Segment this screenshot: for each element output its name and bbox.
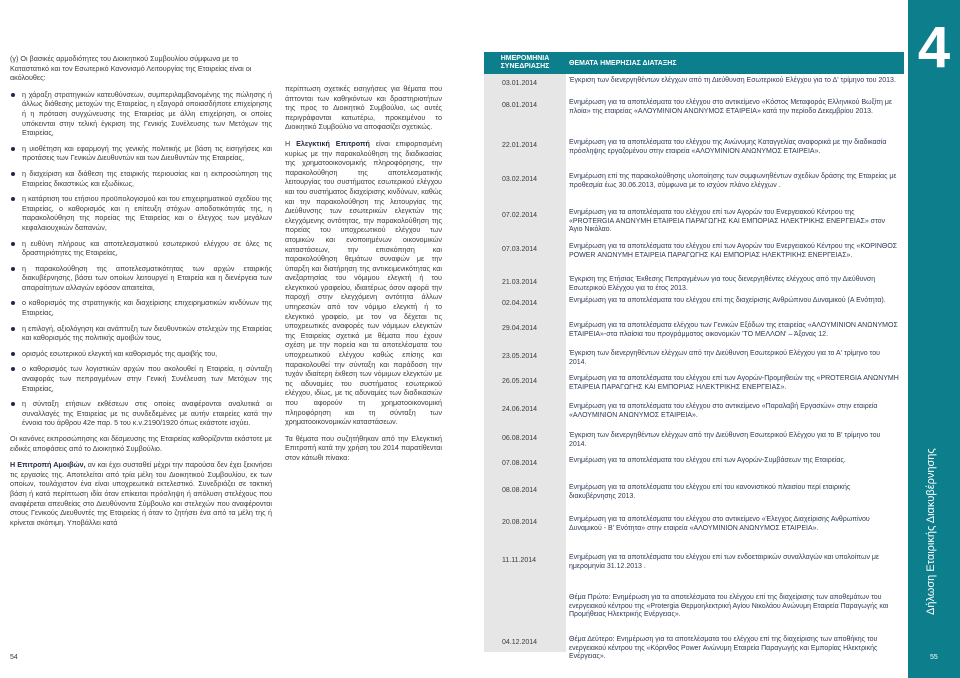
remuneration-committee-text: αν και έχει συσταθεί μέχρι την παρούσα δεν έχει ξεκινήσει τις εργασίες της. Αποτελείται από τρία μέλη του Διοικητικού Συμβουλίου, εκ των οποίων, τουλάχιστον ένα είναι υποχρεωτικά εκτελεστικό. Συνεδριάζει σε τακτική βάση ή κατά περίπτωση ιδία όταν επίκειται πρόσληψη ή απόλυση στελέχους που αναφέρεται απευθείας στο Διευθύνοντα Σύμβουλο και στελεχών που αναφέρονται στους Γενικούς Διευθυντές της Εταιρείας ή όταν το ζητήσει ένα από τα μέλη της ή κρίνεται σκόπιμη. Υποβάλλει κατά (10, 460, 272, 527)
audit-committee-title: Ελεγκτική Επιτροπή (296, 138, 370, 148)
meeting-date: 03.01.2014 (502, 80, 538, 87)
meeting-date: 07.02.2014 (502, 212, 538, 219)
meeting-topic: Ενημέρωση επί της παρακολούθησης υλοποίησης των συμφωνηθέντων σχεδίων δράσης της Εταιρείας με προθεσμία έως 30.06.2013, σύμφωνα με το ισχύον πλάνο ελέγχων . (569, 173, 897, 189)
meeting-topic: Ενημέρωση για τα αποτελέσματα του ελέγχου επί των Αγορών-Συμβάσεων της Εταιρείας. (569, 457, 846, 464)
meeting-topic: Ενημέρωση για τα αποτελέσματα ελέγχου των Γενικών Εξόδων της εταιρείας «ΑΛΟΥΜΙΝΙΟΝ ΑΝΩΝΥΜΟΣ ΕΤΑΙΡΕΙΑ»-στα πλαίσια του προγράμματος οικονομιών 'ΤΟ ΜΕΛΛΟΝ' – Άξονας 12. (569, 322, 898, 338)
meeting-topic: Έγκριση των διενεργηθέντων ελέγχων από την Διεύθυνση Εσωτερικού Ελέγχου για το Α' τρίμηνο του 2014. (569, 350, 880, 366)
audit-committee-text: είναι επιφορτισμένη κυρίως με την παρακολούθηση της διαδικασίας της χρηματοοικονομικής πληροφόρησης, την παρακολούθηση της αποτελεσματικής λειτουργίας του συστήματος εσωτερικού ελέγχου και του συστήματος διαχείρισης κινδύνων, καθώς και την παρακολούθηση της λειτουργίας της Διεύθυνσης των εσωτερικών ελεγκτών της ελεγχόμενης οντότητας, την παρακολούθηση της πορείας του υποχρεωτικού ελέγχου των ατομικών και ενοποιημένων οικονομικών καταστάσεων, την επισκόπηση και παρακολούθηση θεμάτων συναφών με την ύπαρξη και διατήρηση της αντικειμενικότητας και ανεξαρτησίας του νόμιμου ελεγκτή ή του ελεγκτικού γραφείου, ιδιαιτέρως όσον αφορά την παροχή στην ελεγχόμενη οντότητα άλλων υπηρεσιών από τον νόμιμο ελεγκτή ή το ελεγκτικό γραφείο, με τον να δέχεται τις υποχρεωτικές αναφορές των νόμιμων ελεγκτών της Εταιρείας σχετικά με θέματα που έχουν σχέση με την πορεία και τα αποτελέσματα του υποχρεωτικού ελέγχου καθώς επίσης και παρακολουθεί την σύνταξη και παράδοση την τυχόν ιδιαίτερη έκθεση των νόμιμων ελεγκτών με τις αδυναμίες του συστήματος εσωτερικού ελέγχου, ιδίως, με τις αδυναμίες των διαδικασιών που αφορούν τη χρηματοοικονομική πληροφόρηση και τη σύνταξη των χρηματοοικονομικών καταστάσεων. (285, 138, 443, 427)
meeting-topic: Ενημέρωση για τα αποτελέσματα του ελέγχου στο αντικείμενο «Έλεγχος Διαχείρισης Ανθρωπίνου Δυναμικού - Β' Ενότητα» στην εταιρεία «ΑΛΟΥΜΙΝΙΟΝ ΑΝΩΝΥΜΟΣ ΕΤΑΙΡΕΙΑ». (569, 516, 870, 532)
middle-column (285, 84, 442, 470)
list-item: ορισμός εσωτερικού ελεγκτή και καθορισμός της αμοιβής του, (10, 349, 272, 359)
list-item: η διαχείριση και διάθεση της εταιρικής περιουσίας και η εκπροσώπηση της Εταιρείας δικαστικώς και εξωδίκως, (10, 169, 272, 188)
meeting-topic: Ενημέρωση για τα αποτελέσματα του ελέγχου επί της διαχείρισης Ανθρώπινου Δυναμικού (Α Ενότητα). (569, 297, 886, 304)
left-column (10, 54, 272, 534)
meeting-date: 21.03.2014 (502, 279, 538, 286)
meeting-topic: Ενημέρωση για τα αποτελέσματα του ελέγχου στο αντικείμενο «Παραλαβή Εργασιών» στην εταιρεία «ΑΛΟΥΜΙΝΙΟΝ ΑΝΩΝΥΜΟΣ ΕΤΑΙΡΕΙΑ». (569, 403, 878, 419)
middle-paragraph-1: περίπτωση σχετικές εισηγήσεις για θέματα που άπτονται των καθηκόντων και δραστηριοτήτων της προς το Διοικητικό Συμβούλιο, ως αυτές περιγράφονται κατωτέρω, προκειμένου το Διοικητικό Συμβούλιο να αποφασίζει σχετικώς. (285, 84, 442, 132)
list-item: η υιοθέτηση και εφαρμογή της γενικής πολιτικής με βάση τις εισηγήσεις και προτάσεις των Γενικών Διευθυντών και των Διευθυντών της Εταιρείας, (10, 144, 272, 163)
meeting-date: 08.08.2014 (502, 487, 538, 494)
meeting-topic: Έγκριση των διενεργηθέντων ελέγχων από την Διεύθυνση Εσωτερικού Ελέγχου για το Β' τρίμηνο του 2014. (569, 432, 881, 448)
meeting-topic: Ενημέρωση για τα αποτελέσματα του ελέγχου επί των Αγορών-Προμηθειών της «PROTERGIA ΑΝΩΝΥΜΗ ΕΤΑΙΡΕΙΑ ΠΑΡΑΓΩΓΗΣ ΚΑΙ ΕΜΠΟΡΙΑΣ ΗΛΕΚΤΡΙΚΗΣ ΕΝΕΡΓΕΙΑΣ». (569, 375, 899, 391)
meeting-date: 06.08.2014 (502, 435, 538, 442)
meeting-date: 02.04.2014 (502, 300, 538, 307)
audit-committee-paragraph (285, 139, 442, 427)
list-item: η σύνταξη ετήσιων εκθέσεων στις οποίες αναφέρονται αναλυτικά οι συναλλαγές της Εταιρείας με τις συνδεδεμένες με αυτήν εταιρείες κατά την έννοια του άρθρου 42e παρ. 5 του κ.ν.2190/1920 όπως εκάστοτε ισχύει. (10, 399, 272, 428)
meeting-topic: Έγκριση των διενεργηθέντων ελέγχων από τη Διεύθυνση Εσωτερικού Ελέγχου για το Δ' τρίμηνο του 2013. (569, 77, 896, 84)
meeting-topic: Ενημέρωση για τα αποτελέσματα του ελέγχου της Ανώνυμης Καταγγελίας αναφορικά με την διαδικασία πρόσληψης εργαζομένου στην εταιρεία «ΑΛΟΥΜΙΝΙΟΝ ΑΝΩΝΥΜΟΣ ΕΤΑΙΡΕΙΑ». (569, 139, 887, 155)
audit-meetings-table (484, 52, 904, 661)
list-item: η επιλογή, αξιολόγηση και ανάπτυξη των διευθυντικών στελεχών της Εταιρείας και καθορισμός της πολιτικής αμοιβών τους, (10, 324, 272, 343)
responsibilities-list (10, 90, 272, 428)
meeting-date: 26.05.2014 (502, 378, 538, 385)
meeting-date: 20.08.2014 (502, 519, 538, 526)
list-item: ο καθορισμός της στρατηγικής και διαχείρισης επιχειρηματικών κινδύνων της Εταιρείας, (10, 298, 272, 317)
meeting-date: 22.01.2014 (502, 142, 538, 149)
remuneration-committee-paragraph (10, 460, 272, 527)
representation-paragraph: Οι κανόνες εκπροσώπησης και δέσμευσης της Εταιρείας καθορίζονται εκάστοτε με ειδικές αποφάσεις από το Διοικητικό Συμβούλιο. (10, 434, 272, 453)
list-item: ο καθορισμός των λογιστικών αρχών που ακολουθεί η Εταιρεία, η σύνταξη αναφοράς των πεπραγμένων στην Γενική Συνέλευση των Μετόχων της Εταιρείας, (10, 364, 272, 393)
meeting-date: 24.06.2014 (502, 406, 538, 413)
meeting-topic: Έγκριση της Ετήσιας Έκθεσης Πεπραγμένων για τους διενεργηθέντες ελέγχους από την Διεύθυνση Εσωτερικού Ελέγχου για το έτος 2013. (569, 276, 876, 292)
middle-paragraph-3: Τα θέματα που συζητήθηκαν από την Ελεγκτική Επιτροπή κατά την χρήση του 2014 παρατίθενται στον κάτωθι πίνακα: (285, 433, 442, 462)
chapter-title-vertical: Δήλωση Εταιρικής Διακυβέρνησης (925, 448, 937, 615)
audit-committee-lead: Η (285, 138, 297, 148)
meeting-topic: Θέμα Πρώτο: Ενημέρωση για τα αποτελέσματα του ελέγχου επί της διαχείρισης των αποθεμάτων του ενεργειακού κέντρου της «Protergia Θερμοηλεκτρική Αγίου Νικολάου Ανώνυμη Εταιρεία Παραγωγής και Προμήθειας Ηλεκτρικής Ενέργειας». (569, 594, 889, 619)
header-topics: ΘΕΜΑΤΑ ΗΜΕΡΗΣΙΑΣ ΔΙΑΤΑΞΗΣ (569, 59, 677, 67)
intro-paragraph: (γ) Οι βασικές αρμοδιότητες του Διοικητικού Συμβουλίου σύμφωνα με το Καταστατικό και τον Εσωτερικό Κανονισμό Λειτουργίας της Εταιρείας είναι οι ακόλουθες: (10, 54, 252, 83)
header-date: ΗΜΕΡΟΜΗΝΙΑ ΣΥΝΕΔΡΙΑΣΗΣ (500, 54, 550, 70)
meeting-topic: Ενημέρωση για τα αποτελέσματα του ελέγχου στο αντικείμενο «Κόστος Μεταφοράς Ελληνικού Βωξίτη με πλοία» της εταιρείας «ΑΛΟΥΜΙΝΙΟΝ ΑΝΩΝΥΜΟΣ ΕΤΑΙΡΕΙΑ» κατά την περίοδο Δεκεμβρίου 2013. (569, 99, 893, 115)
meeting-date: 23.05.2014 (502, 353, 538, 360)
table-header (484, 52, 904, 74)
list-item: η χάραξη στρατηγικών κατευθύνσεων, συμπεριλαμβανομένης της πώλησης ή άλλως διάθεσης μετοχών της Εταιρείας, η εξαγορά οποιασδήποτε επιχείρησης ή η πρόταση συγχώνευσης της Εταιρείας με άλλη επιχείρηση, οι οποίες υπόκεινται στην τελική έγκριση της Γενικής Συνέλευσης των Μετόχων της Εταιρείας, (10, 90, 272, 138)
meeting-topic: Ενημέρωση για τα αποτελέσματα του ελέγχου επί των Αγορών του Ενεργειακού Κέντρου της «ΚΟΡΙΝΘΟΣ POWER ΑΝΩΝΥΜΗ ΕΤΑΙΡΕΙΑ ΠΑΡΑΓΩΓΗΣ ΚΑΙ ΕΜΠΟΡΙΑΣ ΗΛΕΚΤΡΙΚΗΣ ΕΝΕΡΓΕΙΑΣ». (569, 243, 898, 259)
meeting-date: 08.01.2014 (502, 102, 538, 109)
meeting-topic: Θέμα Δεύτερο: Ενημέρωση για τα αποτελέσματα του ελέγχου επί της διαχείρισης των αποθήκης του ενεργειακού κέντρου της «Κόρινθος Power Ανώνυμη Εταιρεία Παραγωγής και Εμπορίας Ηλεκτρικής Ενέργειας». (569, 636, 878, 661)
meeting-date: 07.08.2014 (502, 460, 538, 467)
page-number-right: 55 (930, 654, 938, 661)
meeting-topic: Ενημέρωση για τα αποτελέσματα του ελέγχου επί των ενδοεταιρικών συναλλαγών και υπολοίπων με ημερομηνία 31.12.2013 . (569, 554, 880, 570)
meeting-date: 04.12.2014 (502, 639, 538, 646)
chapter-number: 4 (917, 15, 951, 80)
list-item: η παρακολούθηση της αποτελεσματικότητας των αρχών εταιρικής διακυβέρνησης, βάσει των οποίων λειτουργεί η Εταιρεία και η διενέργεια των απαραίτητων αλλαγών εφόσον απαιτείται, (10, 264, 272, 293)
meeting-date: 29.04.2014 (502, 325, 538, 332)
meeting-date: 11.11.2014 (502, 557, 536, 564)
list-item: η ευθύνη πλήρους και αποτελεσματικού εσωτερικού ελέγχου σε όλες τις δραστηριότητες της Εταιρείας, (10, 239, 272, 258)
meeting-date: 03.02.2014 (502, 176, 538, 183)
meeting-date: 07.03.2014 (502, 246, 538, 253)
list-item: η κατάρτιση του ετήσιου προϋπολογισμού και του επιχειρηματικού σχεδίου της Εταιρείας, ο καθορισμός και η επίτευξη στόχων αποδοτικότητάς της, η παρακολούθηση της πορείας της Εταιρείας και ο έλεγχος των μεγάλων κεφαλαιουχικών δαπανών, (10, 194, 272, 232)
page-number-left: 54 (10, 654, 18, 661)
meeting-topic: Ενημέρωση για τα αποτελέσματα του ελέγχου επί των Αγορών του Ενεργειακού Κέντρου της «PROTERGIA ΑΝΩΝΥΜΗ ΕΤΑΙΡΕΙΑ ΠΑΡΑΓΩΓΗΣ ΚΑΙ ΕΜΠΟΡΙΑΣ ΗΛΕΚΤΡΙΚΗΣ ΕΝΕΡΓΕΙΑΣ» στον Άγιο Νικόλαο. (569, 209, 886, 234)
meeting-topic: Ενημέρωση για τα αποτελέσματα του ελέγχου επί του κανονιστικού πλαισίου περί εταιρικής διακυβέρνησης 2013. (569, 484, 851, 500)
remuneration-committee-title: Η Επιτροπή Αμοιβών, (10, 460, 86, 470)
